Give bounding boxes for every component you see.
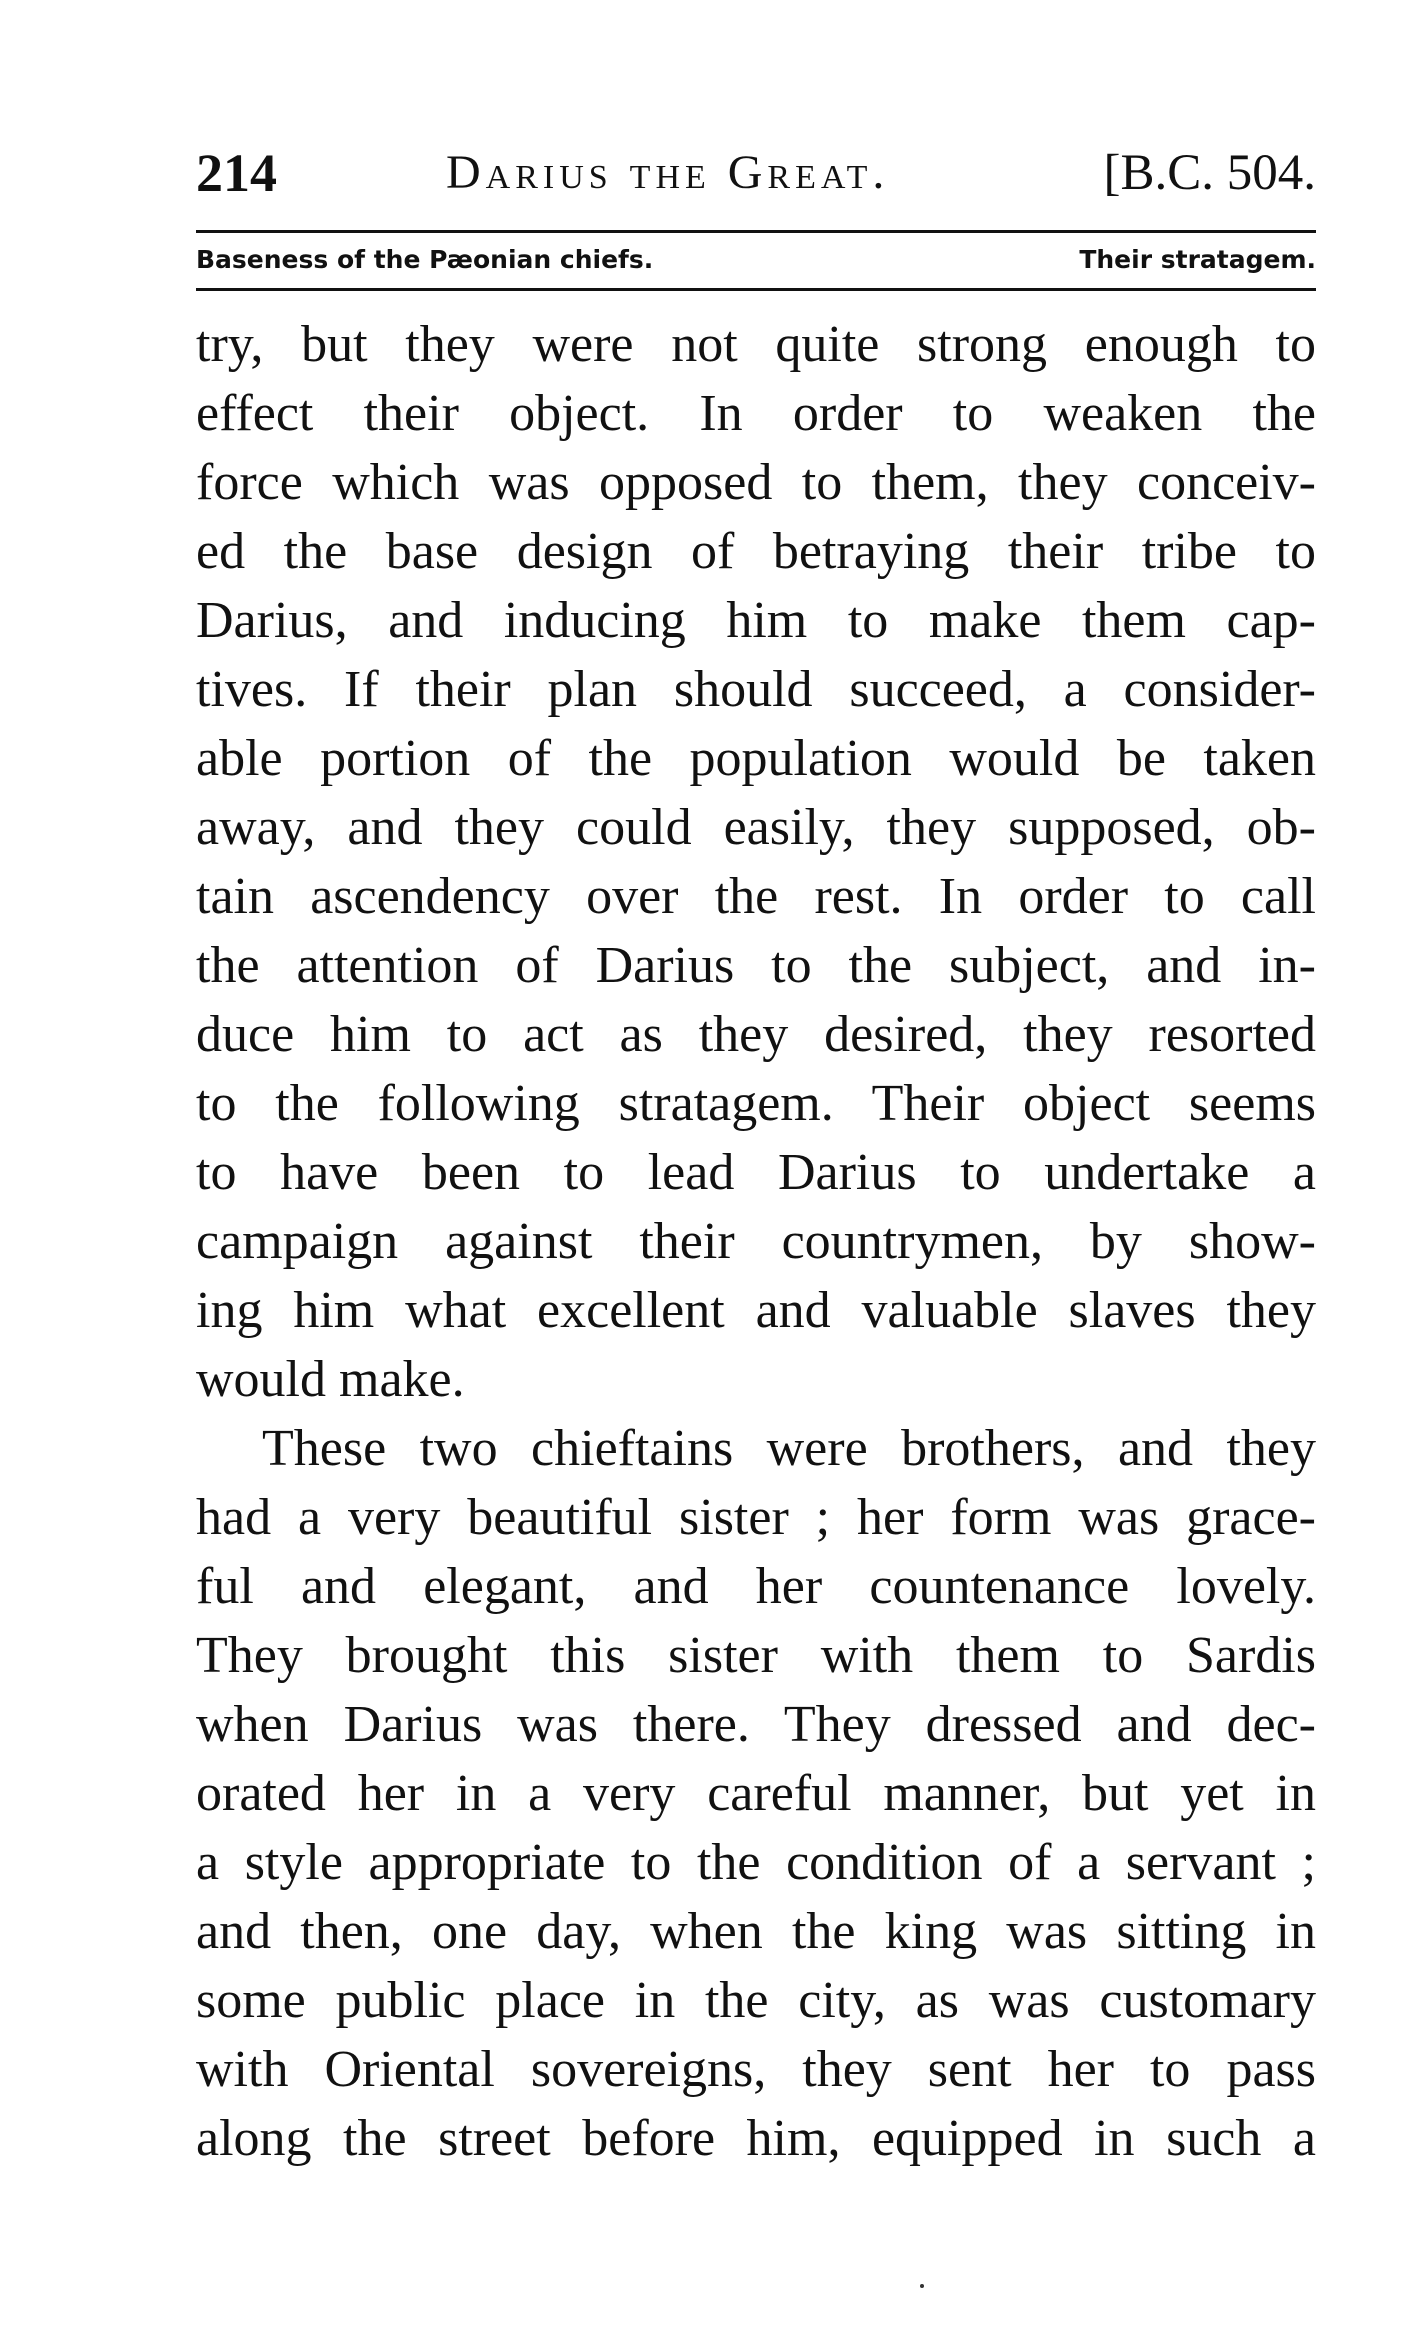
text-line: force which was opposed to them, they conceiv- xyxy=(196,454,1316,511)
text-line: try, but they were not quite strong enough to xyxy=(196,316,1316,373)
text-line: would make. xyxy=(196,1351,465,1408)
section-subheader xyxy=(196,238,1316,282)
text-line: effect their object. In order to weaken the xyxy=(196,385,1316,442)
text-line: and then, one day, when the king was sitting in xyxy=(196,1903,1316,1960)
text-line: These two chieftains were brothers, and they xyxy=(262,1420,1316,1477)
subheader-left: Baseness of the Pæonian chiefs. xyxy=(196,245,654,274)
running-head xyxy=(196,138,1316,208)
text-line: orated her in a very careful manner, but yet in xyxy=(196,1765,1316,1822)
header-rule-bottom xyxy=(196,288,1316,291)
text-line: when Darius was there. They dressed and dec- xyxy=(196,1696,1316,1753)
text-line: duce him to act as they desired, they resorted xyxy=(196,1006,1316,1063)
paragraph-1 xyxy=(196,310,1316,1414)
text-line: the attention of Darius to the subject, and in- xyxy=(196,937,1316,994)
text-line: campaign against their countrymen, by show- xyxy=(196,1213,1316,1270)
text-line: a style appropriate to the condition of a servant ; xyxy=(196,1834,1316,1891)
text-line: ful and elegant, and her countenance lovely. xyxy=(196,1558,1316,1615)
text-line: ed the base design of betraying their tribe to xyxy=(196,523,1316,580)
ink-speck xyxy=(920,2284,924,2288)
text-line: away, and they could easily, they supposed, ob- xyxy=(196,799,1316,856)
text-line: to have been to lead Darius to undertake a xyxy=(196,1144,1316,1201)
header-rule-top xyxy=(196,230,1316,233)
text-line: They brought this sister with them to Sardis xyxy=(196,1627,1316,1684)
paragraph-2 xyxy=(196,1414,1316,2173)
text-line: with Oriental sovereigns, they sent her to pass xyxy=(196,2041,1316,2098)
date-reference: [B.C. 504. xyxy=(1103,145,1316,201)
text-line: tain ascendency over the rest. In order to call xyxy=(196,868,1316,925)
text-line: Darius, and inducing him to make them cap- xyxy=(196,592,1316,649)
page-number: 214 xyxy=(196,143,277,203)
text-line: tives. If their plan should succeed, a consider- xyxy=(196,661,1316,718)
text-line: along the street before him, equipped in such a xyxy=(196,2110,1316,2167)
text-line: ing him what excellent and valuable slaves they xyxy=(196,1282,1316,1339)
text-line: able portion of the population would be taken xyxy=(196,730,1316,787)
text-line: to the following stratagem. Their object seems xyxy=(196,1075,1316,1132)
book-title: Darius the Great. xyxy=(446,146,890,199)
text-line: some public place in the city, as was customary xyxy=(196,1972,1316,2029)
text-line: had a very beautiful sister ; her form was grace- xyxy=(196,1489,1316,1546)
subheader-right: Their stratagem. xyxy=(1079,245,1316,274)
body-text xyxy=(196,310,1316,2173)
